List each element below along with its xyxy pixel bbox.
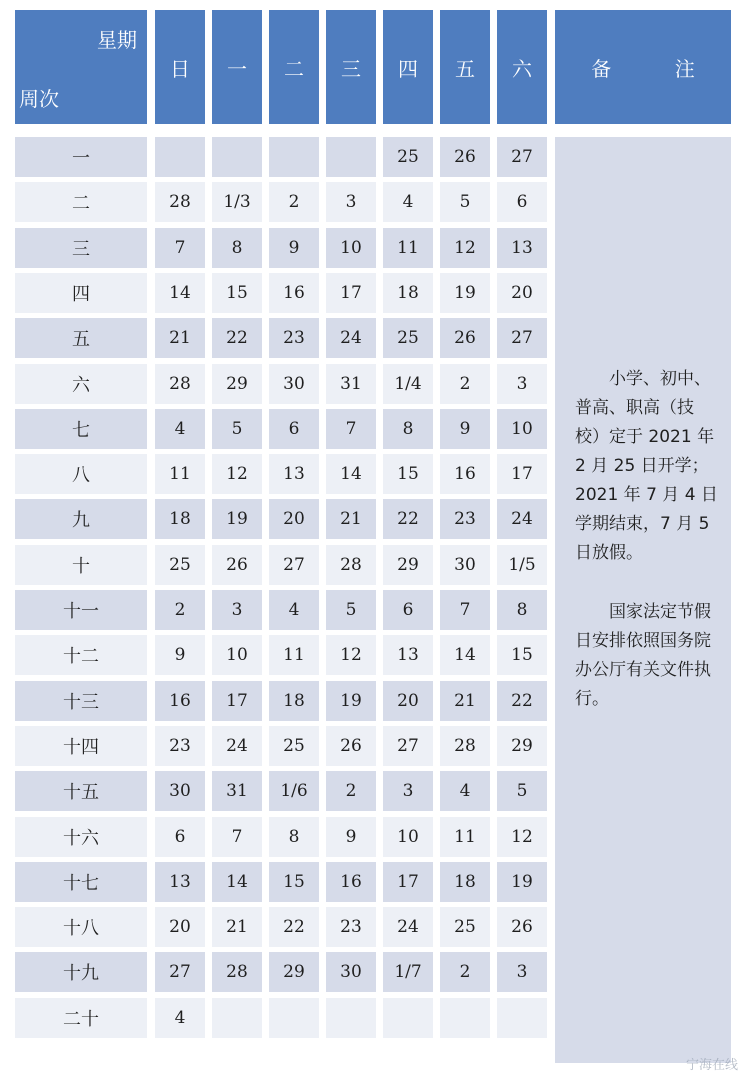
date-cell: 22 [497,681,547,721]
header-day-0: 日 [155,10,205,124]
week-number-cell: 十五 [15,771,147,811]
date-cell: 21 [440,681,490,721]
date-cell: 19 [212,499,262,539]
date-cell: 30 [269,364,319,404]
date-cell: 27 [497,318,547,358]
date-cell: 7 [212,817,262,857]
date-cell: 12 [497,817,547,857]
date-cell: 5 [497,771,547,811]
date-cell: 28 [212,952,262,992]
date-cell: 21 [155,318,205,358]
date-cell: 29 [497,726,547,766]
date-cell: 17 [383,862,433,902]
date-cell: 3 [383,771,433,811]
date-cell: 8 [269,817,319,857]
date-cell: 2 [326,771,376,811]
date-cell: 25 [155,545,205,585]
date-cell: 26 [497,907,547,947]
header-day-1: 一 [212,10,262,124]
date-cell: 4 [440,771,490,811]
date-cell: 12 [212,454,262,494]
date-cell: 14 [212,862,262,902]
week-number-cell: 十七 [15,862,147,902]
date-cell: 17 [497,454,547,494]
date-cell: 8 [497,590,547,630]
date-cell: 2 [155,590,205,630]
date-cell: 29 [212,364,262,404]
date-cell: 25 [383,318,433,358]
date-cell: 1/5 [497,545,547,585]
date-cell [155,137,205,177]
date-cell [212,998,262,1038]
week-number-cell: 十六 [15,817,147,857]
week-number-cell: 六 [15,364,147,404]
date-cell: 9 [155,635,205,675]
date-cell: 14 [440,635,490,675]
date-cell: 11 [383,228,433,268]
header-corner-cell [15,10,147,124]
date-cell: 28 [440,726,490,766]
date-cell: 20 [497,273,547,313]
date-cell [383,998,433,1038]
date-cell: 9 [440,409,490,449]
date-cell: 3 [326,182,376,222]
date-cell: 10 [497,409,547,449]
week-number-cell: 八 [15,454,147,494]
week-number-cell: 十二 [15,635,147,675]
date-cell: 30 [326,952,376,992]
date-cell: 26 [440,137,490,177]
week-number-cell: 九 [15,499,147,539]
date-cell: 9 [269,228,319,268]
date-cell: 13 [269,454,319,494]
date-cell: 2 [440,952,490,992]
header-week-number-label: 周次 [19,87,59,111]
date-cell: 24 [497,499,547,539]
header-day-2: 二 [269,10,319,124]
date-cell [326,998,376,1038]
date-cell: 1/4 [383,364,433,404]
date-cell: 7 [440,590,490,630]
date-cell: 3 [497,952,547,992]
date-cell: 1/3 [212,182,262,222]
date-cell: 28 [326,545,376,585]
date-cell: 20 [383,681,433,721]
date-cell: 7 [155,228,205,268]
date-cell: 5 [212,409,262,449]
date-cell: 10 [383,817,433,857]
date-cell: 8 [212,228,262,268]
date-cell: 7 [326,409,376,449]
date-cell: 19 [326,681,376,721]
week-number-cell: 十三 [15,681,147,721]
date-cell: 4 [155,998,205,1038]
date-cell: 22 [269,907,319,947]
date-cell: 25 [440,907,490,947]
date-cell: 20 [155,907,205,947]
header-day-5: 五 [440,10,490,124]
week-number-cell: 十八 [15,907,147,947]
date-cell: 26 [440,318,490,358]
date-cell: 4 [269,590,319,630]
date-cell: 27 [155,952,205,992]
date-cell: 9 [326,817,376,857]
date-cell: 1/7 [383,952,433,992]
date-cell: 21 [212,907,262,947]
date-cell: 27 [497,137,547,177]
date-cell: 4 [155,409,205,449]
date-cell: 6 [155,817,205,857]
date-cell: 19 [497,862,547,902]
date-cell: 16 [440,454,490,494]
date-cell: 24 [212,726,262,766]
week-number-cell: 十 [15,545,147,585]
date-cell: 13 [383,635,433,675]
week-number-cell: 十一 [15,590,147,630]
date-cell: 31 [212,771,262,811]
date-cell: 14 [155,273,205,313]
week-number-cell: 四 [15,273,147,313]
date-cell: 11 [440,817,490,857]
date-cell: 17 [212,681,262,721]
date-cell: 16 [269,273,319,313]
date-cell: 23 [269,318,319,358]
date-cell: 8 [383,409,433,449]
week-number-cell: 十四 [15,726,147,766]
date-cell [269,998,319,1038]
date-cell: 14 [326,454,376,494]
date-cell: 6 [497,182,547,222]
watermark-logo: 宁海在线 [685,1058,738,1073]
date-cell: 18 [155,499,205,539]
date-cell: 29 [269,952,319,992]
date-cell: 12 [440,228,490,268]
remarks-holidays: 国家法定节假日安排依照国务院办公厅有关文件执行。 [575,602,711,709]
date-cell: 3 [497,364,547,404]
date-cell [326,137,376,177]
date-cell: 25 [383,137,433,177]
date-cell: 25 [269,726,319,766]
date-cell: 18 [440,862,490,902]
date-cell: 11 [269,635,319,675]
date-cell: 31 [326,364,376,404]
date-cell: 22 [383,499,433,539]
date-cell: 24 [326,318,376,358]
date-cell: 21 [326,499,376,539]
week-number-cell: 十九 [15,952,147,992]
week-number-cell: 五 [15,318,147,358]
date-cell: 5 [326,590,376,630]
date-cell: 13 [497,228,547,268]
date-cell [212,137,262,177]
date-cell: 10 [326,228,376,268]
date-cell: 15 [383,454,433,494]
week-number-cell: 三 [15,228,147,268]
date-cell: 4 [383,182,433,222]
header-weekday-label: 星期 [97,28,137,52]
date-cell: 15 [212,273,262,313]
date-cell: 15 [497,635,547,675]
week-number-cell: 二 [15,182,147,222]
header-day-6: 六 [497,10,547,124]
date-cell: 23 [440,499,490,539]
remarks-panel [555,137,731,1063]
date-cell: 26 [326,726,376,766]
date-cell: 26 [212,545,262,585]
date-cell: 24 [383,907,433,947]
week-number-cell: 一 [15,137,147,177]
date-cell: 27 [269,545,319,585]
date-cell: 3 [212,590,262,630]
header-day-3: 三 [326,10,376,124]
date-cell: 30 [440,545,490,585]
date-cell: 6 [383,590,433,630]
date-cell: 18 [269,681,319,721]
date-cell [269,137,319,177]
date-cell: 1/6 [269,771,319,811]
week-number-cell: 七 [15,409,147,449]
date-cell: 28 [155,364,205,404]
date-cell: 10 [212,635,262,675]
date-cell [440,998,490,1038]
date-cell: 23 [155,726,205,766]
header-remarks-cell: 备 注 [555,10,731,124]
remarks-school-dates: 小学、初中、普高、职高（技校）定于 2021 年 2 月 25 日开学；2021 年 7 月 4 日学期结束，7 月 5 日放假。 [575,369,720,563]
date-cell: 13 [155,862,205,902]
date-cell: 22 [212,318,262,358]
date-cell: 18 [383,273,433,313]
date-cell: 2 [269,182,319,222]
date-cell: 23 [326,907,376,947]
header-day-4: 四 [383,10,433,124]
date-cell: 11 [155,454,205,494]
date-cell [497,998,547,1038]
date-cell: 16 [155,681,205,721]
date-cell: 29 [383,545,433,585]
date-cell: 12 [326,635,376,675]
date-cell: 5 [440,182,490,222]
date-cell: 20 [269,499,319,539]
date-cell: 2 [440,364,490,404]
week-number-cell: 二十 [15,998,147,1038]
date-cell: 15 [269,862,319,902]
date-cell: 17 [326,273,376,313]
date-cell: 16 [326,862,376,902]
date-cell: 30 [155,771,205,811]
date-cell: 27 [383,726,433,766]
date-cell: 19 [440,273,490,313]
date-cell: 28 [155,182,205,222]
date-cell: 6 [269,409,319,449]
